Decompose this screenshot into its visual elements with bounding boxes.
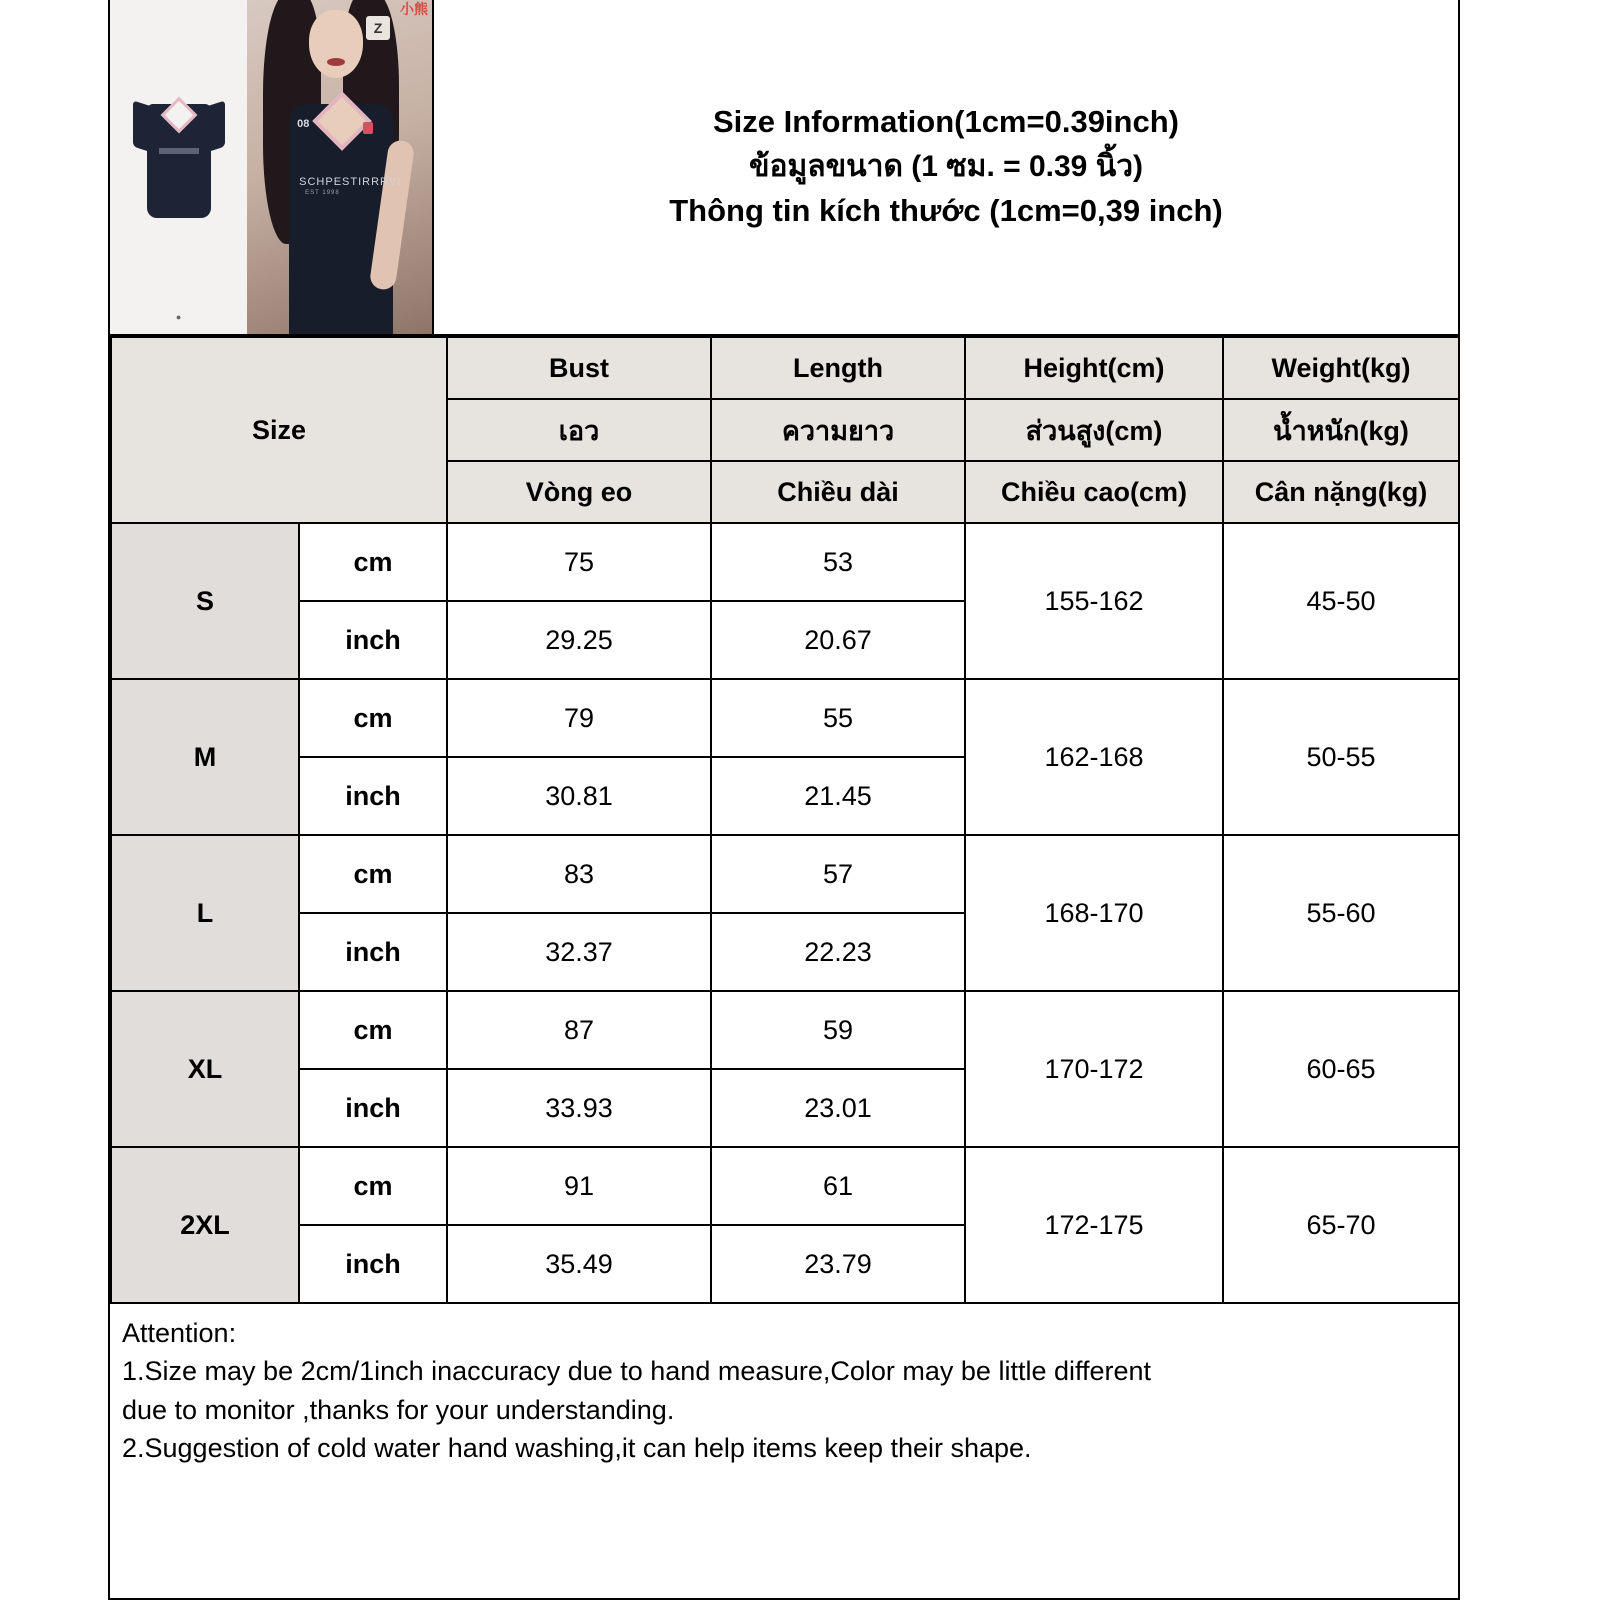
row-weight: 55-60	[1223, 835, 1459, 991]
attention-line-3: 2.Suggestion of cold water hand washing,it can help items keep their shape.	[122, 1432, 1032, 1463]
row-unit-inch: inch	[299, 1069, 447, 1147]
size-chart-sheet	[108, 0, 1460, 1600]
flatlay-caption: ●	[175, 312, 182, 322]
row-height: 155-162	[965, 523, 1223, 679]
row-length-inch: 22.23	[711, 913, 965, 991]
product-model-image	[247, 0, 432, 334]
row-unit-cm: cm	[299, 1147, 447, 1225]
row-unit-inch: inch	[299, 913, 447, 991]
row-weight: 60-65	[1223, 991, 1459, 1147]
table-header-row-en	[111, 337, 1459, 399]
table-row	[111, 835, 1459, 913]
row-unit-inch: inch	[299, 601, 447, 679]
row-unit-inch: inch	[299, 757, 447, 835]
jersey-number-label: 08	[297, 118, 310, 130]
row-size-label: 2XL	[111, 1147, 299, 1303]
header-bust-vi: Vòng eo	[447, 461, 711, 523]
chest-subprint-label: EST 1998	[305, 190, 340, 196]
chest-print-label: SCHPESTIRRRVI	[299, 176, 402, 188]
header-length-en: Length	[711, 337, 965, 399]
row-bust-cm: 91	[447, 1147, 711, 1225]
row-weight: 50-55	[1223, 679, 1459, 835]
header-bust-en: Bust	[447, 337, 711, 399]
header-length-th: ความยาว	[711, 399, 965, 461]
header-weight-vi: Cân nặng(kg)	[1223, 461, 1459, 523]
row-length-inch: 23.01	[711, 1069, 965, 1147]
row-height: 172-175	[965, 1147, 1223, 1303]
table-row	[111, 679, 1459, 757]
table-row	[111, 1147, 1459, 1225]
row-unit-cm: cm	[299, 835, 447, 913]
row-bust-inch: 32.37	[447, 913, 711, 991]
size-table	[110, 336, 1460, 1304]
title-vietnamese: Thông tin kích thước (1cm=0,39 inch)	[669, 192, 1223, 228]
model-face-shape	[309, 10, 363, 78]
watermark-icon: 小熊	[400, 1, 428, 17]
header-weight-en: Weight(kg)	[1223, 337, 1459, 399]
attention-line-1: 1.Size may be 2cm/1inch inaccuracy due to hand measure,Color may be little different	[122, 1356, 1152, 1387]
header-height-vi: Chiều cao(cm)	[965, 461, 1223, 523]
header-height-en: Height(cm)	[965, 337, 1223, 399]
row-unit-inch: inch	[299, 1225, 447, 1303]
attention-title: Attention:	[122, 1318, 237, 1348]
row-length-cm: 55	[711, 679, 965, 757]
row-length-cm: 57	[711, 835, 965, 913]
product-flatlay-image	[110, 0, 247, 334]
row-bust-inch: 35.49	[447, 1225, 711, 1303]
row-size-label: L	[111, 835, 299, 991]
row-unit-cm: cm	[299, 679, 447, 757]
row-bust-inch: 29.25	[447, 601, 711, 679]
row-bust-inch: 33.93	[447, 1069, 711, 1147]
row-height: 168-170	[965, 835, 1223, 991]
tshirt-illustration	[133, 96, 225, 218]
row-unit-cm: cm	[299, 991, 447, 1069]
row-bust-cm: 79	[447, 679, 711, 757]
row-weight: 45-50	[1223, 523, 1459, 679]
row-height: 162-168	[965, 679, 1223, 835]
header-weight-th: น้ำหนัก(kg)	[1223, 399, 1459, 461]
row-bust-cm: 87	[447, 991, 711, 1069]
table-row	[111, 991, 1459, 1069]
row-length-inch: 21.45	[711, 757, 965, 835]
header-size-label: Size	[111, 337, 447, 523]
row-length-cm: 59	[711, 991, 965, 1069]
row-length-cm: 61	[711, 1147, 965, 1225]
row-length-inch: 23.79	[711, 1225, 965, 1303]
header-height-th: ส่วนสูง(cm)	[965, 399, 1223, 461]
shoulder-patch-shape	[363, 122, 373, 134]
header-length-vi: Chiều dài	[711, 461, 965, 523]
tshirt-chest-print-shape	[159, 148, 199, 154]
row-weight: 65-70	[1223, 1147, 1459, 1303]
attention-notes	[110, 1304, 1458, 1467]
header-row	[110, 0, 1458, 336]
header-titles	[434, 0, 1458, 334]
logo-z-icon: Z	[366, 16, 390, 40]
row-bust-inch: 30.81	[447, 757, 711, 835]
row-length-cm: 53	[711, 523, 965, 601]
title-english: Size Information(1cm=0.39inch)	[713, 104, 1179, 140]
attention-line-2: due to monitor ,thanks for your understanding.	[122, 1394, 675, 1425]
row-size-label: M	[111, 679, 299, 835]
row-bust-cm: 75	[447, 523, 711, 601]
row-height: 170-172	[965, 991, 1223, 1147]
title-thai: ข้อมูลขนาด (1 ซม. = 0.39 นิ้ว)	[748, 150, 1144, 184]
product-images	[110, 0, 434, 334]
row-length-inch: 20.67	[711, 601, 965, 679]
table-row	[111, 523, 1459, 601]
row-bust-cm: 83	[447, 835, 711, 913]
header-bust-th: เอว	[447, 399, 711, 461]
row-size-label: XL	[111, 991, 299, 1147]
row-size-label: S	[111, 523, 299, 679]
row-unit-cm: cm	[299, 523, 447, 601]
